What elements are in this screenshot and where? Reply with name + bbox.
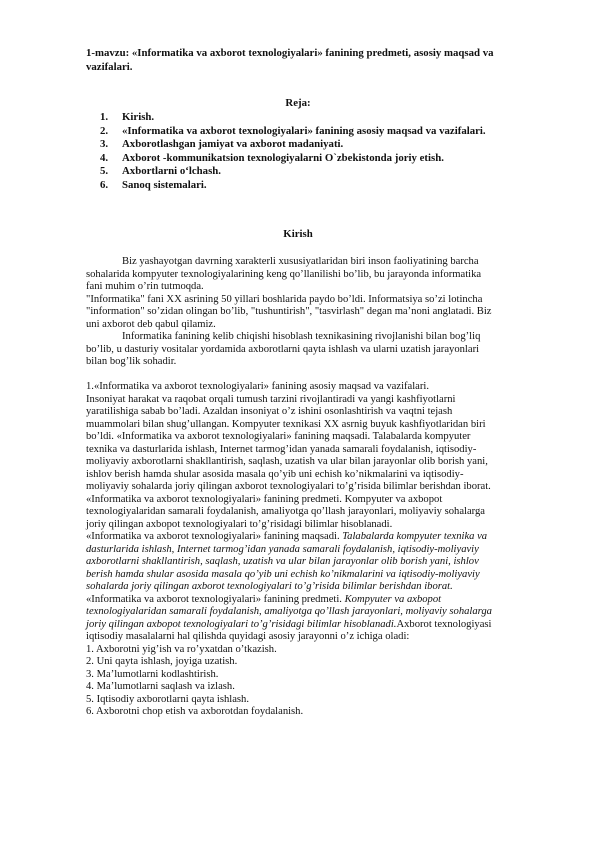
- paragraph-intro-3: [86, 331, 548, 369]
- text-line: Axborot texnologiyasi: [396, 618, 492, 630]
- plan-item: [86, 138, 486, 152]
- plan-item: [86, 165, 486, 179]
- text-line: joriy qilingan axbopot texnologiyalari to’g’risidagi bilimlar hisoblanadi.: [86, 518, 393, 530]
- text-line: Insoniyat harakat va raqobat orqali tumush tarzini rivojlantiradi va yangi kashfiyotlarni: [86, 393, 456, 405]
- text-line: 1.«Informatika va axborot texnologiyalari» fanining asosiy maqsad va vazifalari.: [86, 381, 430, 392]
- paragraph-intro-2: [86, 294, 548, 332]
- list-line: 2. Uni qayta ishlash, joyiga uzatish.: [86, 656, 238, 667]
- plan-item-number: 1.: [100, 111, 109, 123]
- text-line: texnika va dasturlarida ishlash, Internet tarmog’idan yanada samarali foydalanish, iqtisodiy-: [86, 443, 477, 455]
- text-line: «Informatika va axborot texnologiyalari» fanining predmeti.: [86, 593, 345, 605]
- plan-item: [86, 179, 486, 193]
- plan-item-text: Axbortlarni o‘lchash.: [122, 165, 221, 177]
- text-line-italic: berish hamda shular asosida masala qo’yib uni echish ko’nikmalarini va iqtisodiy-moliyaviy: [86, 568, 480, 580]
- text-line: sohalarida kompyuter texnologiyalarining keng qo’llanilishi bo’lib, bu jarayonda informatika: [86, 268, 482, 280]
- text-line: fani muhim o’rin tutmoqda.: [86, 281, 204, 292]
- plan-item-text: Axborotlashgan jamiyat va axborot madaniyati.: [122, 138, 344, 150]
- section-1-body: [86, 381, 548, 719]
- plan-item-number: 2.: [100, 124, 109, 137]
- title-line-1: 1-mavzu: «Informatika va axborot texnologiyalari» fanining predmeti, asosiy maqsad va: [86, 47, 494, 59]
- plan-item-text: «Informatika va axborot texnologiyalari» fanining asosiy maqsad va vazifalari.: [122, 124, 486, 137]
- text-line-italic: Kompyuter va axbopot: [344, 593, 442, 605]
- text-line-italic: texnologiyalaridan samarali foydalanish, amaliyotga qo’llash jarayonlari, moliyaviy sohalarga: [86, 606, 492, 617]
- plan-item-text: Axborot -kommunikatsion texnologiyalarni O`zbekistonda joriy etish.: [122, 151, 444, 164]
- plan-item: [86, 125, 486, 139]
- text-line: iqtisodiy masalalarni hal qilishda quyidagi asosiy jarayonni o’z ichiga oladi:: [86, 631, 410, 642]
- document-title: [86, 46, 548, 74]
- text-line-italic: dasturlarida ishlash, Internet tarmog’idan yanada samarali foydalanish, iqtisodiy-moliyaviy: [86, 543, 479, 555]
- text-line-italic: joriy qilingan axbopot texnologiyalari to’g’risidagi bilimlar hisoblanadi.: [86, 618, 397, 630]
- text-line-italic: axborotlarni shakllantirish, saqlash, uzatish va ular bilan jarayonlar olib borish yani, ishlov: [86, 556, 479, 567]
- text-line: «Informatika va axborot texnologiyalari» fanining predmeti. Kompyuter va axbopot: [86, 493, 443, 505]
- list-line: 3. Ma’lumotlarni kodlashtirish.: [86, 668, 219, 680]
- text-line: bilan bog’lik sohadir.: [86, 356, 177, 367]
- list-line: 6. Axborotni chop etish va axborotdan foydalanish.: [86, 706, 304, 717]
- plan-list: [86, 111, 486, 192]
- text-line: «Informatika va axborot texnologiyalari» fanining maqsadi.: [86, 531, 343, 542]
- text-line: ishlov berish hamda shular asosida masala qo’yib uni echish ko’nikmalarini va iqtisodiy-: [86, 468, 464, 480]
- text-line: "information" so’zidan olingan bo’lib, "tushuntirish", "tasvirlash" degan ma’noni anglatadi. Biz: [86, 306, 492, 317]
- paragraph-intro-1: [86, 256, 548, 294]
- plan-item: [86, 111, 486, 125]
- plan-heading: Reja:: [285, 97, 311, 109]
- text-line: muammolari bilan shug’ullangan. Kompyuter texnikasi XX asrnig buyuk kashfiyotlaridan biri: [86, 418, 486, 430]
- list-line: 5. Iqtisodiy axborotlarni qayta ishlash.: [86, 693, 249, 705]
- list-line: 1. Axborotni yig’ish va ro’yxatdan o’tkazish.: [86, 643, 277, 655]
- section-heading-kirish: Kirish: [283, 228, 313, 240]
- text-line: texnologiyalaridan samarali foydalanish, amaliyotga qo’llash jarayonlari, moliyaviy sohalarga: [86, 506, 486, 517]
- list-line: 4. Ma’lumotlarni saqlash va izlash.: [86, 681, 235, 692]
- plan-item-text: Kirish.: [122, 111, 155, 123]
- text-line: uni axborot deb qabul qilamiz.: [86, 318, 216, 330]
- text-line: "Informatika" fani XX asrining 50 yillari boshlarida paydo bo’ldi. Informatsiya so’zi lotincha: [86, 293, 483, 305]
- text-line-italic: Talabalarda kompyuter texnika va: [342, 531, 488, 542]
- text-line: yaratilishiga sabab bo’ladi. Azaldan insoniyat o’z ishini osonlashtirish va vaqtni tejash: [86, 406, 453, 417]
- plan-item-number: 5.: [100, 165, 109, 177]
- text-line: Informatika fanining kelib chiqishi hisoblash texnikasining rivojlanishi bilan bog’liq: [122, 331, 481, 342]
- text-line: bo’lib, u dasturiy vositalar yordamida axborotlarni qayta ishlash va ularni uzatish jarayonlari: [86, 343, 480, 355]
- plan-item-number: 3.: [100, 138, 109, 150]
- text-line: moliyaviy axborotlarni shakllantirish, saqlash, uzatish va ular bilan jarayonlar olib borish yani,: [86, 456, 488, 467]
- text-line-italic: sohalarda joriy qilingan axborot texnologiyalari to’g’risida bilimlar berishdan iborat.: [86, 581, 453, 592]
- plan-item: [86, 152, 486, 166]
- plan-item-text: Sanoq sistemalari.: [122, 178, 207, 191]
- text-line: Biz yashayotgan davrning xarakterli xususiyatlaridan biri inson faoliyatining barcha: [122, 256, 479, 267]
- text-line: moliyaviy sohalarda joriy qilingan axborot texnologiyalari to’g’risida bilimlar berishdan iborat.: [86, 481, 491, 492]
- plan-item-number: 6.: [100, 178, 109, 191]
- text-line: bo’ldi. «Informatika va axborot texnologiyalari» fanining maqsadi. Talabalarda kompyuter: [86, 431, 471, 442]
- title-line-2: vazifalari.: [86, 61, 133, 73]
- plan-item-number: 4.: [100, 151, 109, 164]
